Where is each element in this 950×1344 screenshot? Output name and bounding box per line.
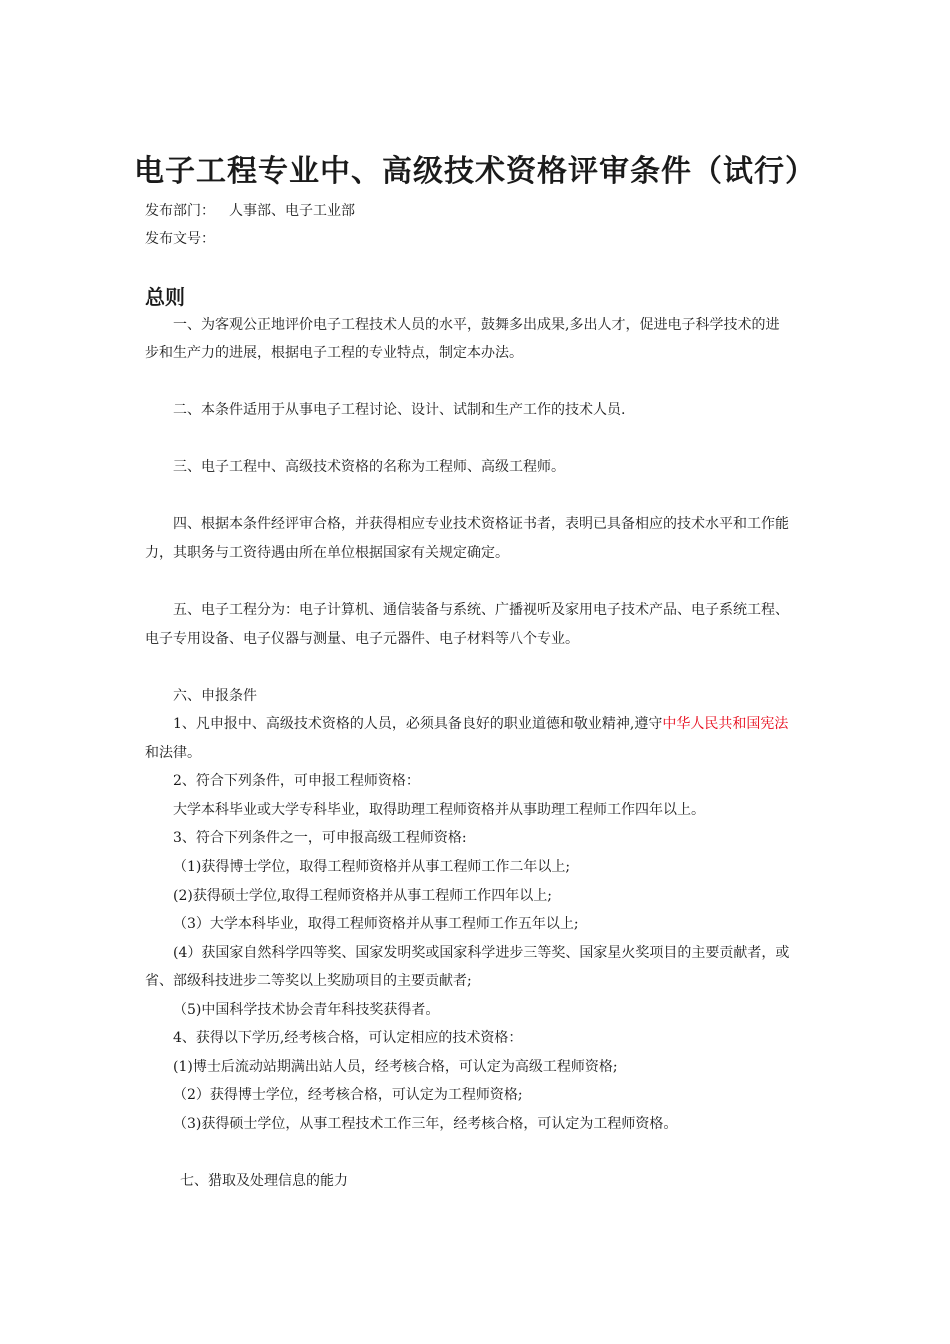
item-6-4-c: （3)获得硕士学位，从事工程技术工作三年，经考核合格，可认定为工程师资格。	[173, 1116, 678, 1132]
publisher-value: 人事部、电子工业部	[229, 203, 355, 219]
section-6-heading: 六、申报条件	[173, 688, 257, 704]
publisher-label: 发布部门：	[145, 203, 215, 219]
paragraph-5-line-1: 五、电子工程分为：电子计算机、通信装备与系统、广播视听及家用电子技术产品、电子系统工程、	[173, 602, 789, 618]
paragraph-4-line-1: 四、根据本条件经评审合格，并获得相应专业技术资格证书者，表明已具备相应的技术水平和工作能	[173, 516, 789, 532]
item-6-2: 2、符合下列条件，可申报工程师资格：	[173, 773, 420, 789]
item-6-1-line-2: 和法律。	[145, 745, 201, 761]
item-6-2-detail: 大学本科毕业或大学专科毕业，取得助理工程师资格并从事助理工程师工作四年以上。	[173, 802, 705, 818]
item-6-3-a: （1)获得博士学位，取得工程师资格并从事工程师工作二年以上;	[173, 859, 571, 875]
item-6-3-e: （5)中国科学技术协会青年科技奖获得者。	[173, 1002, 440, 1018]
document-title: 电子工程专业中、高级技术资格评审条件（试行）	[134, 154, 816, 189]
item-6-1-text: 1、凡申报中、高级技术资格的人员，必须具备良好的职业道德和敬业精神,遵守	[173, 716, 663, 732]
section-7-heading: 七、猎取及处理信息的能力	[180, 1173, 348, 1189]
constitution-link[interactable]: 中华人民共和国宪法	[662, 716, 789, 732]
item-6-4-a: (1)博士后流动站期满出站人员，经考核合格，可认定为高级工程师资格;	[173, 1059, 618, 1075]
paragraph-1-line-2: 步和生产力的进展，根据电子工程的专业特点，制定本办法。	[145, 345, 523, 361]
paragraph-2: 二、本条件适用于从事电子工程讨论、设计、试制和生产工作的技术人员.	[173, 402, 626, 418]
item-6-3-d-line-1: (4）获国家自然科学四等奖、国家发明奖或国家科学进步三等奖、国家星火奖项目的主要贡献者，或	[173, 945, 790, 961]
item-6-3-b: (2)获得硕士学位,取得工程师资格并从事工程师工作四年以上;	[173, 888, 552, 904]
item-6-1-line-1	[173, 714, 838, 734]
item-6-3-d-line-2: 省、部级科技进步二等奖以上奖励项目的主要贡献者;	[145, 973, 472, 989]
docno-row	[145, 229, 810, 249]
item-6-3: 3、符合下列条件之一，可申报高级工程师资格:	[173, 830, 467, 846]
docno-label: 发布文号：	[145, 231, 215, 247]
paragraph-5-line-2: 电子专用设备、电子仪器与测量、电子元器件、电子材料等八个专业。	[145, 631, 579, 647]
publisher-row	[145, 201, 810, 221]
item-6-4-b: （2）获得博士学位，经考核合格，可认定为工程师资格;	[173, 1087, 523, 1103]
paragraph-3: 三、电子工程中、高级技术资格的名称为工程师、高级工程师。	[173, 459, 565, 475]
paragraph-4-line-2: 力，其职务与工资待遇由所在单位根据国家有关规定确定。	[145, 545, 509, 561]
paragraph-1-line-1: 一、为客观公正地评价电子工程技术人员的水平，鼓舞多出成果,多出人才，促进电子科学技术的进	[173, 317, 780, 333]
item-6-4: 4、获得以下学历,经考核合格，可认定相应的技术资格：	[173, 1030, 523, 1046]
section-heading: 总则	[145, 285, 185, 309]
item-6-3-c: （3）大学本科毕业，取得工程师资格并从事工程师工作五年以上;	[173, 916, 579, 932]
